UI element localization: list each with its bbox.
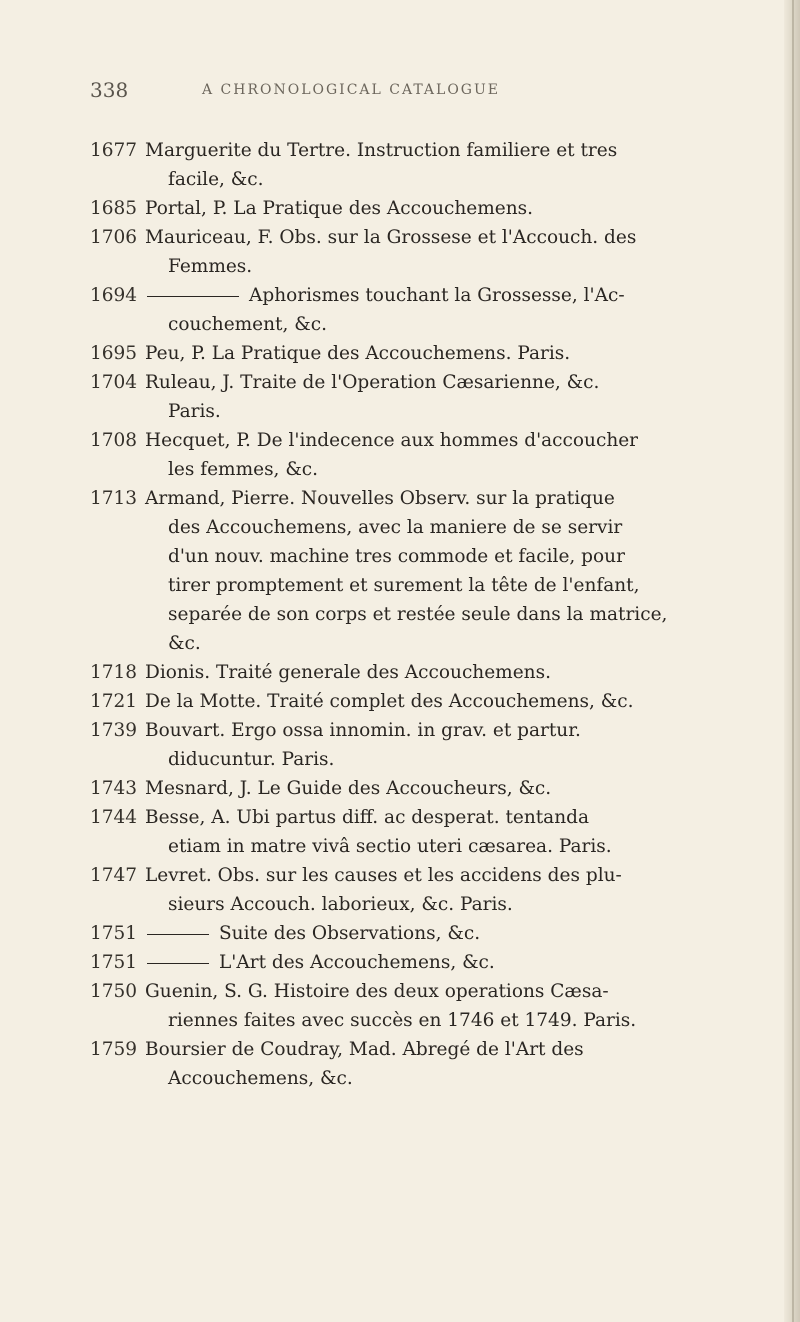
- entry-line: Ruleau, J. Traite de l'Operation Cæsarienne, &c.: [145, 372, 600, 393]
- entry-line: couchement, &c.: [168, 314, 327, 335]
- entry-text: [145, 484, 735, 658]
- entry-line: riennes faites avec succès en 1746 et 1749. Paris.: [168, 1010, 637, 1031]
- catalogue-entry: [90, 716, 740, 774]
- entry-text: [145, 716, 735, 774]
- catalogue-entry: [90, 948, 740, 977]
- catalogue-entry: [90, 774, 740, 803]
- catalogue-entry: [90, 658, 740, 687]
- entry-line: etiam in matre vivâ sectio uteri cæsarea. Paris.: [168, 836, 612, 857]
- entry-text: [145, 136, 735, 194]
- entry-line: Mesnard, J. Le Guide des Accoucheurs, &c.: [145, 778, 552, 799]
- entry-text: [145, 861, 735, 919]
- entry-line: De la Motte. Traité complet des Accouchemens, &c.: [145, 691, 634, 712]
- entry-line: les femmes, &c.: [168, 459, 319, 480]
- entry-year: 1759: [90, 1039, 138, 1060]
- entry-text: [145, 426, 735, 484]
- catalogue-entry: [90, 919, 740, 948]
- entry-year: 1685: [90, 198, 138, 219]
- entry-year: 1706: [90, 227, 138, 248]
- catalogue-entry: [90, 368, 740, 426]
- entry-text: [145, 977, 735, 1035]
- entry-year: 1694: [90, 285, 138, 306]
- entry-line: Bouvart. Ergo ossa innomin. in grav. et partur.: [145, 720, 581, 741]
- entry-line: Levret. Obs. sur les causes et les accidens des plu-: [145, 865, 622, 886]
- ditto-dash: [147, 963, 209, 964]
- entry-line: Besse, A. Ubi partus diff. ac desperat. tentanda: [145, 807, 589, 828]
- entry-text: [145, 368, 735, 426]
- catalogue-entry: [90, 194, 740, 223]
- entry-line: Armand, Pierre. Nouvelles Observ. sur la pratique: [145, 488, 615, 509]
- entry-line: Femmes.: [168, 256, 253, 277]
- entry-line-with-ditto: [145, 281, 735, 310]
- entry-year: 1677: [90, 140, 138, 161]
- page-edge-line: [792, 0, 794, 1322]
- entry-line: Dionis. Traité generale des Accouchemens.: [145, 662, 551, 683]
- catalogue-entry: [90, 136, 740, 194]
- catalogue-entry: [90, 861, 740, 919]
- entry-line: Boursier de Coudray, Mad. Abregé de l'Art des: [145, 1039, 584, 1060]
- entry-line: des Accouchemens, avec la maniere de se servir: [168, 517, 623, 538]
- entry-text: [145, 919, 735, 948]
- entry-line: Mauriceau, F. Obs. sur la Grossese et l'Accouch. des: [145, 227, 637, 248]
- entry-year: 1718: [90, 662, 138, 683]
- catalogue-entry: [90, 484, 740, 658]
- catalogue-entry: [90, 223, 740, 281]
- ditto-dash: [147, 934, 209, 935]
- ditto-dash: [147, 296, 239, 297]
- entry-text: [145, 194, 735, 223]
- page-number: 338: [90, 78, 129, 102]
- entry-year: 1708: [90, 430, 138, 451]
- catalogue-entry: [90, 1035, 740, 1093]
- catalogue-entry: [90, 281, 740, 339]
- entry-line: facile, &c.: [168, 169, 264, 190]
- entry-line: d'un nouv. machine tres commode et facile, pour: [168, 546, 625, 567]
- entry-line: sieurs Accouch. laborieux, &c. Paris.: [168, 894, 513, 915]
- entry-text: [145, 339, 735, 368]
- entry-line: Hecquet, P. De l'indecence aux hommes d'accoucher: [145, 430, 639, 451]
- entry-text: [145, 774, 735, 803]
- entry-line: Suite des Observations, &c.: [219, 923, 481, 944]
- page-header: [90, 78, 730, 112]
- entry-line: L'Art des Accouchemens, &c.: [219, 952, 495, 973]
- catalogue-entry: [90, 803, 740, 861]
- entry-year: 1744: [90, 807, 138, 828]
- entry-line: Guenin, S. G. Histoire des deux operations Cæsa-: [145, 981, 609, 1002]
- entry-text: [145, 687, 735, 716]
- entry-line: &c.: [168, 633, 201, 654]
- catalogue-entries: [90, 136, 740, 1093]
- entry-year: 1743: [90, 778, 138, 799]
- entry-line: Peu, P. La Pratique des Accouchemens. Paris.: [145, 343, 571, 364]
- entry-year: 1751: [90, 952, 138, 973]
- entry-line: Paris.: [168, 401, 221, 422]
- entry-year: 1721: [90, 691, 138, 712]
- entry-line: diducuntur. Paris.: [168, 749, 335, 770]
- entry-year: 1713: [90, 488, 138, 509]
- entry-year: 1750: [90, 981, 138, 1002]
- entry-line: Aphorismes touchant la Grossesse, l'Ac-: [249, 285, 625, 306]
- entry-line-with-ditto: [145, 948, 735, 977]
- entry-text: [145, 803, 735, 861]
- entry-line: tirer promptement et surement la tête de l'enfant,: [168, 575, 640, 596]
- entry-line: Portal, P. La Pratique des Accouchemens.: [145, 198, 534, 219]
- catalogue-entry: [90, 687, 740, 716]
- entry-year: 1704: [90, 372, 138, 393]
- entry-line: Marguerite du Tertre. Instruction familiere et tres: [145, 140, 618, 161]
- entry-line: Accouchemens, &c.: [168, 1068, 353, 1089]
- entry-text: [145, 658, 735, 687]
- catalogue-entry: [90, 339, 740, 368]
- entry-line-with-ditto: [145, 919, 735, 948]
- entry-line: separée de son corps et restée seule dans la matrice,: [168, 604, 668, 625]
- entry-year: 1751: [90, 923, 138, 944]
- entry-year: 1695: [90, 343, 138, 364]
- entry-text: [145, 223, 735, 281]
- entry-year: 1747: [90, 865, 138, 886]
- entry-text: [145, 281, 735, 339]
- catalogue-entry: [90, 977, 740, 1035]
- entry-text: [145, 948, 735, 977]
- catalogue-entry: [90, 426, 740, 484]
- running-title: A CHRONOLOGICAL CATALOGUE: [202, 82, 501, 98]
- entry-year: 1739: [90, 720, 138, 741]
- entry-text: [145, 1035, 735, 1093]
